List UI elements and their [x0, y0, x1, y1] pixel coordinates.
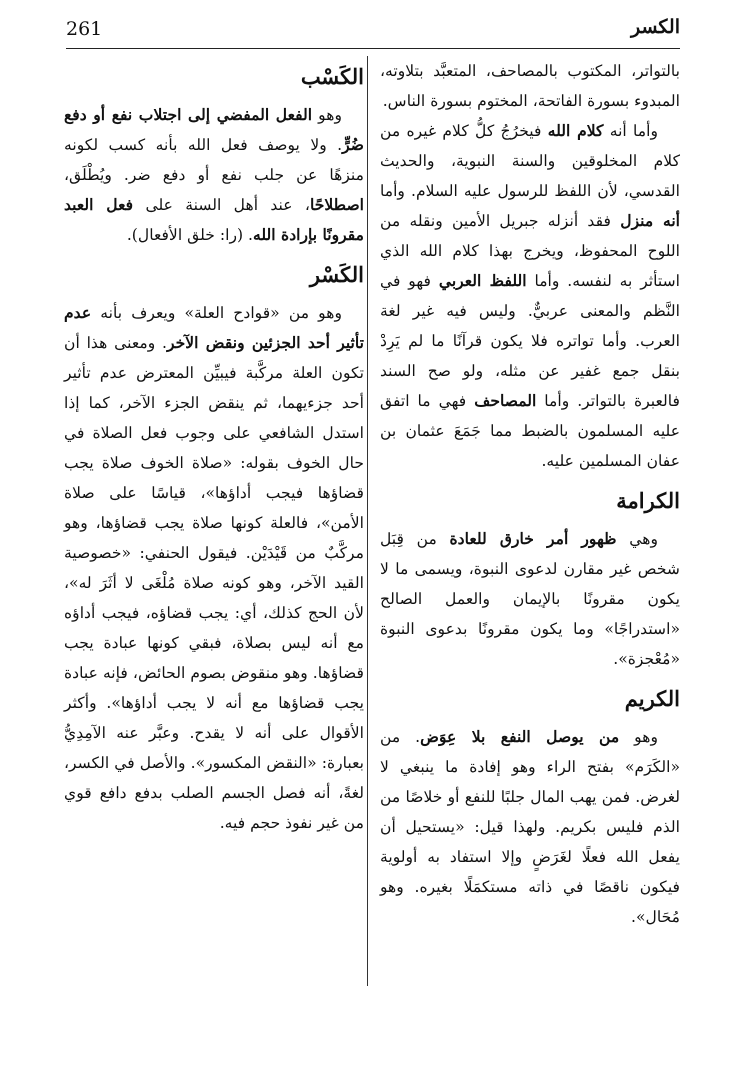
bold-term: اللفظ العربي — [438, 271, 527, 290]
bold-definition: من يوصل النفع بلا عِوَض — [420, 727, 620, 746]
bold-term: أنه منزل — [620, 211, 680, 230]
entry-body-karama: وهي ظهور أمر خارق للعادة من قِبَل شخص غير مقارن لدعوى النبوة، ويسمى ما لا يكون مقرونًا بالإيمان والعمل الصالح «استدراجًا» وما يكون مقرونًا بدعوى النبوة «مُعْجزة». — [380, 529, 680, 668]
bold-definition: ظهور أمر خارق للعادة — [449, 529, 617, 548]
bold-term: فعل العبد مقرونًا بإرادة الله — [64, 195, 364, 244]
entry-body-karim: وهو من يوصل النفع بلا عِوَض. من «الكَرَم» بفتح الراء وهو إفادة ما ينبغي لا لغرض. فمن يهب المال جلبًا للنفع أو خلاصًا من الذم فليس بكريم. ولهذا قيل: «يستحيل أن يفعل الله فعلًا لغَرَضٍ وإلا استفاد به أولوية فيكون ناقصًا في ذاته مستكمَلًا بغيره. وهو مُحَال». — [380, 727, 680, 926]
column-divider — [367, 56, 368, 986]
right-column — [380, 56, 680, 932]
entry-title-karim: الكريم — [624, 686, 680, 711]
entry-title-kasb: الكَسْب — [300, 64, 364, 89]
left-column — [64, 56, 364, 838]
continuation-paragraph: بالتواتر، المكتوب بالمصاحف، المتعبَّد بتلاوته، المبدوء بسورة الفاتحة، المختوم بسورة الناس. — [380, 62, 680, 110]
bold-term: المصاحف — [474, 391, 537, 410]
quran-definition-paragraph: وأما أنه كلام الله فيخرُجُ كلُّ كلام غيره من كلام المخلوقين والسنة النبوية، والحديث القدسي، لأن اللفظ للرسول عليه السلام. وأما أنه منزل فقد أنزله جبريل الأمين ونقله من اللوح المحفوظ، ويخرج بهذا كلام الله الذي استأثر به لنفسه. وأما اللفظ العربي فهو في النَّظم والمعنى عربيٌّ. وليس فيه غير لغة العرب. وأما تواتره فلا يكون قرآنًا ما لم يَرِدْ بنقل جمع غفير عن مثله، ولو صح السند فالعبرة بالتواتر. وأما المصاحف فهي ما اتفق عليه المسلمون بالضبط مما جَمَعَ عثمان بن عفان المسلمين عليه. — [380, 121, 680, 470]
entry-title-karama: الكرامة — [616, 488, 680, 513]
page-header — [66, 14, 680, 49]
running-head: الكسر — [631, 16, 680, 38]
bold-definition: عدم تأثير أحد الجزئين ونقض الآخر — [64, 303, 364, 352]
bold-definition: الفعل المفضي إلى اجتلاب نفع أو دفع ضُرٍّ — [64, 105, 364, 154]
entry-body-kasb: وهو الفعل المفضي إلى اجتلاب نفع أو دفع ضُرٍّ. ولا يوصف فعل الله بأنه كسب لكونه منزهًا عن جلب نفع أو دفع ضر. ويُطْلَق، اصطلاحًا، عند أهل السنة على فعل العبد مقرونًا بإرادة الله. (را: خلق الأفعال). — [64, 105, 365, 244]
entry-body-kasr: وهو من «قوادح العلة» ويعرف بأنه عدم تأثير أحد الجزئين ونقض الآخر. ومعنى هذا أن تكون العلة مركَّبة فيبيِّن المعترض عدم تأثير أحد جزءيهما، ثم ينقض الجزء الآخر، كما إذا استدل الشافعي على وجوب فعل الصلاة في حال الخوف بقوله: «صلاة الخوف صلاة يجب قضاؤها فيجب أداؤها»، قياسًا على صلاة الأمن»، فالعلة كونها صلاة يجب قضاؤها، وهو مركَّبٌ من قَيْدَيْن. فيقول الحنفي: «خصوصية القيد الآخر، وهو كونه صلاة مُلْغَى لا أثَرَ له»، لأن الحج كذلك، أي: يجب قضاؤه، فيجب أداؤه مع أنه ليس بصلاة، فبقي كونها عبادة يجب قضاؤها. وهو منقوض بصوم الحائض، فإنه عبادة يجب قضاؤها مع أنه لا يجب أداؤها». وأكثر الأقوال على أنه لا يقدح. وعبَّر عنه الآمِدِيُّ بعبارة: «النقض المكسور». والأصل في الكسر، لغةً، أنه فصل الجسم الصلب بدفع دافع قوي من غير نفوذ حجم فيه. — [64, 303, 364, 832]
page-number: 261 — [66, 18, 103, 40]
bold-term: كلام الله — [547, 121, 604, 140]
bold-term: اصطلاحًا — [309, 195, 365, 214]
entry-title-kasr: الكَسْر — [309, 262, 364, 287]
